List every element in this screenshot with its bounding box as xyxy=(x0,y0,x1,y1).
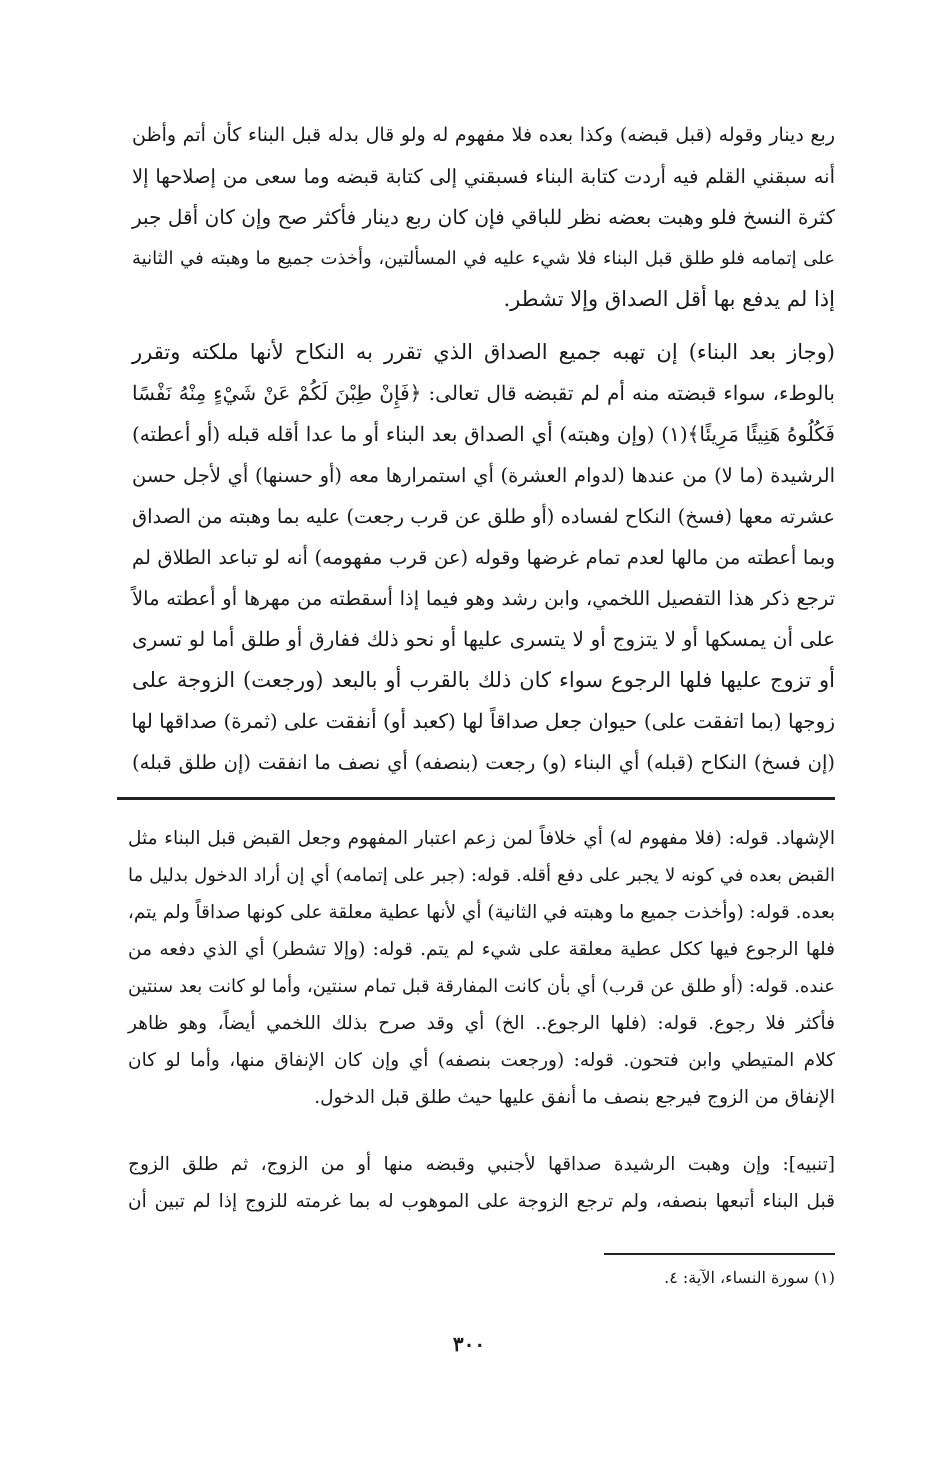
text-line: وبما أعطته من مالها لعدم تمام غرضها وقوله (عن قرب مفهومه) أنه لو تباعد الطلاق لم xyxy=(132,546,835,569)
text-line: إذا لم يدفع بها أقل الصداق وإلا تشطر. xyxy=(503,287,835,311)
commentary-line: الإنفاق من الزوج فيرجع بنصف ما أنفق عليها حيث طلق قبل الدخول. xyxy=(314,1087,835,1108)
commentary-line: القبض بعده في كونه لا يجبر على دفع أقله. قوله: (جبر على إتمامه) أي إن أراد الدخول بدليل ما xyxy=(128,865,835,886)
commentary-line: قبل البناء أتبعها بنصفه، ولم ترجع الزوجة على الموهوب له بما غرمته للزوج إذا لم تبين أن xyxy=(128,1191,835,1212)
text-line: (وجاز بعد البناء) إن تهبه جميع الصداق الذي تقرر به النكاح لأنها ملكته وتقرر xyxy=(132,340,835,364)
text-line: ربع دينار وقوله (قبل قبضه) وكذا بعده فلا مفهوم له ولو قال بدله قبل البناء كأن أتم وأظن xyxy=(132,124,835,146)
text-line: الرشيدة (ما لا) من عندها (لدوام العشرة) أي استمرارها معه (أو حسنها) أي لأجل حسن xyxy=(132,464,835,487)
text-line: زوجها (بما اتفقت على) حيوان جعل صداقاً لها (كعبد أو) أنفقت على (ثمرة) صداقها لها xyxy=(131,709,835,733)
commentary-line: الإشهاد. قوله: (فلا مفهوم له) أي خلافاً لمن زعم اعتبار المفهوم وجعل القبض قبل البناء مثل xyxy=(128,828,835,849)
commentary-line: [تنبيه]: وإن وهبت الرشيدة صداقها لأجنبي وقبضه منها أو من الزوج، ثم طلق الزوج xyxy=(128,1154,835,1175)
text-line: (إن فسخ) النكاح (قبله) أي البناء (و) رجعت (بنصفه) أي نصف ما انفقت (إن طلق قبله) xyxy=(132,751,835,774)
text-line: أو تزوج عليها فلها الرجوع سواء كان ذلك بالقرب أو بالبعد (ورجعت) الزوجة على xyxy=(132,668,835,692)
text-line: فَكُلُوهُ هَنِيئًا مَرِيئًا﴾(١) (وإن وهبته) أي الصداق بعد البناء أو ما عدا أقله قبله (أو أعطته) xyxy=(132,422,835,446)
footnote-divider xyxy=(604,1253,835,1255)
text-line: كثرة النسخ فلو وهبت بعضه نظر للباقي فإن كان ربع دينار فأكثر صح وإن كان أقل جبر xyxy=(132,205,835,229)
commentary-line: عنده. قوله: (أو طلق عن قرب) أي بأن كانت المفارقة قبل تمام سنتين، وأما لو كانت بعد سنتين xyxy=(128,976,835,997)
commentary-line: بعده. قوله: (وأخذت جميع ما وهبته في الثانية) أي لأنها عطية معلقة على كونها صداقاً ولم يتم، xyxy=(127,902,835,923)
commentary-line: فلها الرجوع فيها ككل عطية معلقة على شيء لم يتم. قوله: (وإلا تشطر) أي الذي دفعه من xyxy=(128,939,835,960)
text-line: بالوطء، سواء قبضته منه أم لم تقبضه قال تعالى: ﴿فَإِنْ طِبْنَ لَكُمْ عَنْ شَيْءٍ مِنْهُ نَفْسًا xyxy=(132,381,835,405)
text-line: على أن يمسكها أو لا يتزوج أو لا يتسرى عليها أو نحو ذلك ففارق أو طلق أما لو تسرى xyxy=(132,627,836,651)
page-number: ٣٠٠ xyxy=(452,1332,486,1356)
text-line: عشرته معها (فسخ) النكاح لفساده (أو طلق عن قرب رجعت) عليه بما وهبته من الصداق xyxy=(132,505,835,528)
commentary-line: فأكثر فلا رجوع. قوله: (فلها الرجوع.. الخ) أي وقد صرح بذلك اللخمي أيضاً، وهو ظاهر xyxy=(128,1013,835,1034)
commentary-line: كلام المتيطي وابن فتحون. قوله: (ورجعت بنصفه) أي وإن كان الإنفاق منها، وأما لو كان xyxy=(128,1050,835,1071)
text-line: على إتمامه فلو طلق قبل البناء فلا شيء عليه في المسألتين، وأخذت جميع ما وهبته في الثانية xyxy=(132,248,835,269)
footnote: (١) سورة النساء، الآية: ٤. xyxy=(664,1268,835,1287)
main-text-divider xyxy=(117,797,835,800)
text-line: أنه سبقني القلم فيه أردت كتابة البناء فسبقني إلى كتابة قبضه وما سعى من إصلاحها إلا xyxy=(132,165,835,188)
text-line: ترجع ذكر هذا التفصيل اللخمي، وابن رشد وهو فيما إذا أسقطته من مهرها أو أعطته مالاً xyxy=(132,587,835,610)
